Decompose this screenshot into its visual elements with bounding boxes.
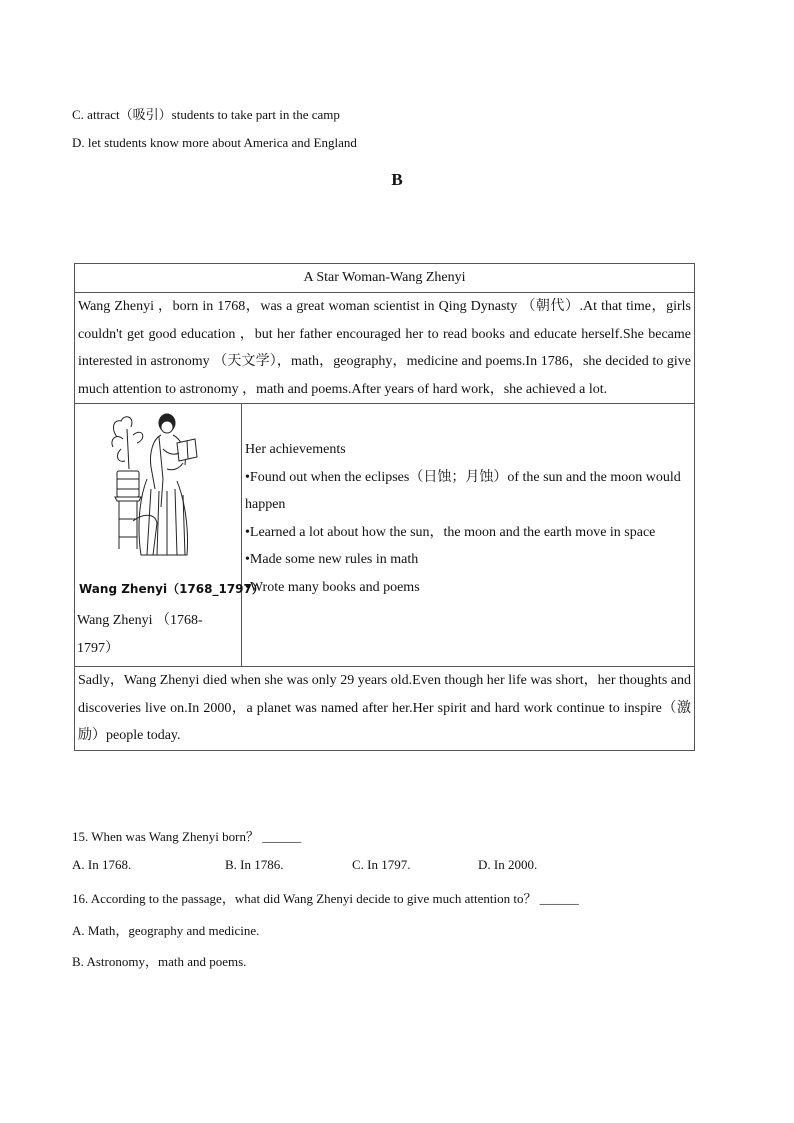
question-15-option-c: C. In 1797. xyxy=(352,857,411,872)
achievement-item: •Found out when the eclipses（日蚀；月蚀）of the sun and the moon would happen xyxy=(245,469,681,512)
section-letter: B xyxy=(391,170,403,189)
achievement-item: •Learned a lot about how the sun，the moon and the earth move in space xyxy=(245,524,656,540)
question-15-stem: 15. When was Wang Zhenyi born？ ______ xyxy=(72,829,302,844)
passage-conclusion: Sadly，Wang Zhenyi died when she was only 29 years old.Even though her life was short，her thoughts and discoveries live on.In 2000，a planet was named after her.Her spirit and hard work continue to inspire（激励）people today. xyxy=(75,667,695,751)
portrait-caption: Wang Zhenyi （1768-1797） xyxy=(77,613,203,656)
portrait-caption-bold: Wang Zhenyi（1768_1797） xyxy=(79,582,264,596)
question-16-option-b: B. Astronomy，math and poems. xyxy=(72,954,247,969)
portrait-cell xyxy=(75,404,264,667)
achievement-item: •Made some new rules in math xyxy=(245,552,419,567)
achievement-item: •Wrote many books and poems xyxy=(245,579,420,595)
question-15-option-a: A. In 1768. xyxy=(72,857,132,872)
question-15-option-d: D. In 2000. xyxy=(478,857,538,872)
passage-title: A Star Woman-Wang Zhenyi xyxy=(75,264,695,293)
question-16-option-a: A. Math，geography and medicine. xyxy=(72,923,260,938)
achievements-cell xyxy=(242,404,695,667)
option-d-previous: D. let students know more about America and England xyxy=(72,135,357,150)
passage-table xyxy=(74,263,695,751)
question-15-option-b: B. In 1786. xyxy=(225,857,284,872)
passage-intro: Wang Zhenyi ，born in 1768，was a great woman scientist in Qing Dynasty （朝代）.At that time，girls couldn't get good education ，but her father encouraged her to read books and educate herself.She became interested in astronomy （天文学），math，geography，medicine and poems.In 1786，she decided to give much attention to astronomy ，math and poems.After years of hard work，she achieved a lot. xyxy=(75,293,695,404)
achievements-heading: Her achievements xyxy=(245,442,346,457)
portrait-illustration xyxy=(103,409,213,559)
question-16-stem: 16. According to the passage，what did Wang Zhenyi decide to give much attention to？ ______ xyxy=(72,891,579,906)
option-c-previous: C. attract（吸引）students to take part in the camp xyxy=(72,107,340,122)
